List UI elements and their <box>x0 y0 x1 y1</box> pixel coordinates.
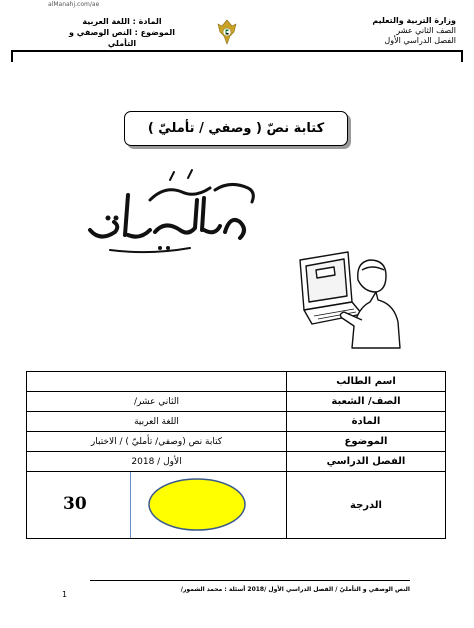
table-row <box>27 412 446 432</box>
topic-line: الموضوع : النص الوصفي و التأملي <box>69 28 175 48</box>
class-section-field[interactable]: الثاني عشر/ <box>27 392 287 412</box>
table-row-grade <box>27 472 446 539</box>
student-laptop-illustration <box>292 240 402 350</box>
grade-cell <box>27 472 287 539</box>
uae-emblem-icon <box>216 18 238 46</box>
label-subject: المادة <box>287 412 446 432</box>
subject-line: المادة : اللغة العربية <box>82 17 162 26</box>
page-number: 1 <box>62 590 68 599</box>
semester: الفصل الدراسي الأول <box>384 36 456 45</box>
table-row <box>27 372 446 392</box>
header-ministry-block <box>346 16 456 46</box>
table-row <box>27 452 446 472</box>
calligraphy-artwork <box>70 160 270 260</box>
ministry-name: وزارة التربية والتعليم <box>372 16 456 25</box>
label-semester: الفصل الدراسي <box>287 452 446 472</box>
label-class-section: الصف/ الشعبة <box>287 392 446 412</box>
footer-text: النص الوصفي و التأمليّ / الفصل الدراسي الأول /2018 أسئلة : محمد الشمور/ <box>180 586 410 593</box>
page-frame-left <box>11 50 13 62</box>
semester-field: الأول / 2018 <box>27 452 287 472</box>
label-grade: الدرجة <box>287 472 446 539</box>
table-row <box>27 432 446 452</box>
subject-field: اللغة العربية <box>27 412 287 432</box>
grade-level: الصف الثاني عشر <box>396 26 456 35</box>
topic-field: كتابة نص (وصفي/ تأمليّ ) / الاختبار <box>27 432 287 452</box>
page-frame-top <box>11 50 463 52</box>
header-subject-block <box>62 16 182 49</box>
grade-total: 30 <box>63 494 87 514</box>
page-frame-right <box>461 50 463 62</box>
label-topic: الموضوع <box>287 432 446 452</box>
grade-oval[interactable] <box>147 477 247 532</box>
student-name-field[interactable] <box>27 372 287 392</box>
student-info-table <box>26 371 446 539</box>
page-title: كتابة نصّ ( وصفي / تأمليّ ) <box>124 111 348 146</box>
website-watermark: alManahj.com/ae <box>48 1 100 8</box>
label-student-name: اسم الطالب <box>287 372 446 392</box>
footer-rule <box>90 580 410 581</box>
table-row <box>27 392 446 412</box>
grade-divider <box>130 472 131 538</box>
